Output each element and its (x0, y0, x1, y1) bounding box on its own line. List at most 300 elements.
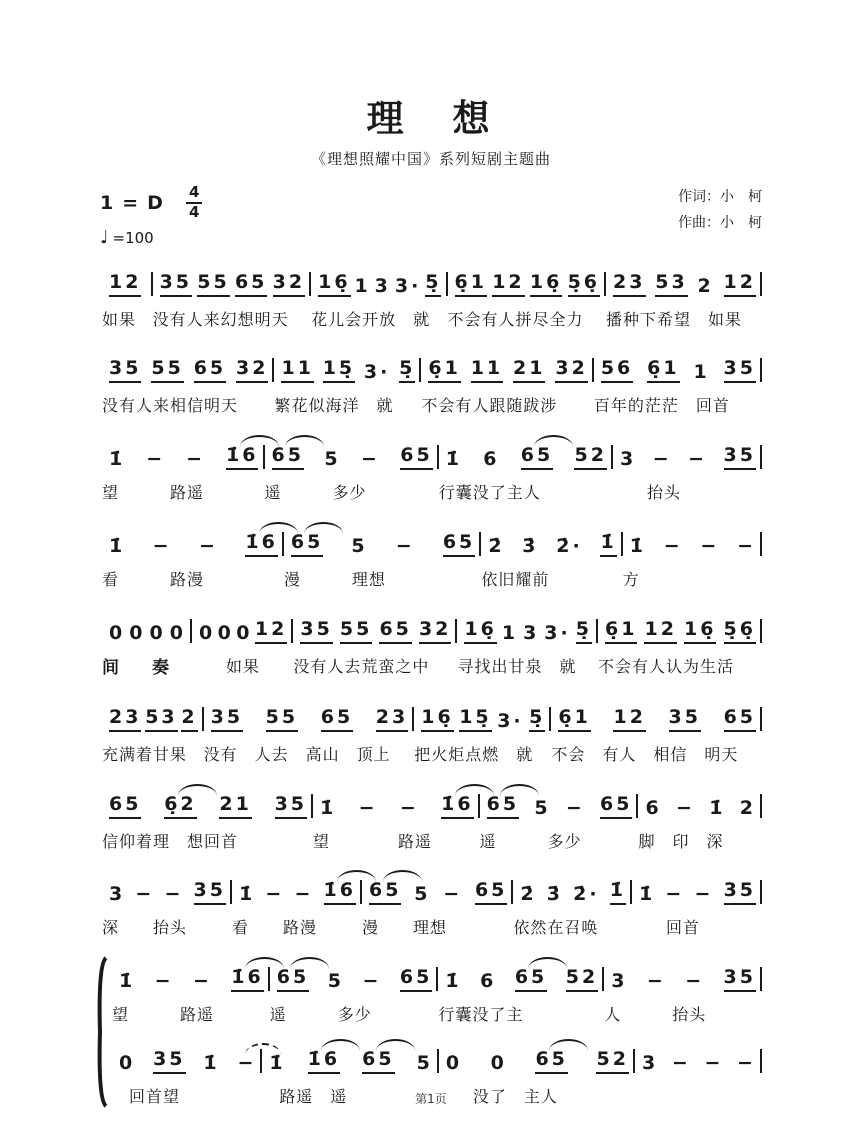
key-tempo-block (100, 185, 202, 247)
note-token: 1̇ (639, 883, 656, 906)
notes-row (438, 962, 602, 992)
note-token: 65 (291, 532, 323, 557)
measure (153, 267, 310, 331)
note-token: 5̣ (399, 358, 415, 383)
note-token: − (671, 1052, 691, 1075)
note-token: − (737, 1052, 756, 1075)
music-system (102, 267, 762, 331)
notes-row (414, 702, 549, 732)
note-token: 65 (379, 619, 411, 644)
note-token: 3̇ (522, 535, 539, 557)
barline (760, 1049, 762, 1073)
measure (232, 875, 360, 939)
note-token: 35 (109, 358, 141, 383)
note-token: 5̣ (529, 707, 545, 732)
note-token: 2 (739, 796, 756, 819)
measure (480, 789, 637, 853)
measure (635, 1044, 760, 1087)
measure (270, 962, 437, 1026)
music-system (102, 527, 762, 591)
barline (760, 532, 762, 556)
note-token: 3 (374, 274, 391, 297)
time-signature (186, 185, 202, 221)
lyric-line: 没有 人去 高山 顶上 (203, 744, 391, 764)
note-token: 1 (693, 361, 710, 384)
measure (513, 875, 630, 939)
barline (760, 880, 762, 904)
quarter-note-icon: ♩ (100, 226, 109, 248)
note-token: 1̇6 (231, 967, 263, 992)
measure (613, 440, 760, 504)
time-signature-denominator: 4 (188, 202, 200, 221)
note-token: 0 (109, 621, 126, 644)
note-token: − (676, 796, 695, 819)
note-token: 6̣1 (455, 272, 487, 297)
measure (421, 353, 591, 417)
note-token: 1̇ (269, 1052, 286, 1075)
note-token: 12 (644, 619, 676, 644)
lyric-line: 播种下希望 如果 (606, 309, 743, 329)
note-token: − (665, 883, 685, 906)
notes-row (594, 353, 760, 383)
notes-row (102, 702, 202, 732)
note-token: 1̇6 (226, 445, 258, 470)
note-token: − (395, 535, 415, 557)
measure (598, 614, 760, 678)
lyric-line: 没了 主人 (438, 1086, 558, 1106)
key-signature (100, 185, 202, 221)
note-token: 6̣1 (558, 707, 590, 732)
lyric-line: 抬头 (612, 483, 681, 503)
note-token: 1̇ (109, 448, 126, 471)
notes-row (448, 267, 605, 297)
note-token: 1̇ (239, 883, 256, 906)
lyric-line: 繁花似海洋 就 (274, 396, 394, 416)
measure (481, 527, 620, 591)
note-token: 21 (513, 358, 545, 383)
measure (606, 267, 760, 331)
note-token: 65 (487, 794, 519, 819)
song-subtitle: 《理想照耀中国》系列短剧主题曲 (310, 150, 551, 168)
lyric-line: 遥 多少 (269, 1005, 372, 1025)
measure (102, 875, 230, 939)
note-token: − (663, 535, 683, 557)
measure (448, 267, 605, 331)
measure (362, 875, 511, 939)
note-token: − (399, 796, 419, 819)
key-value: D (147, 191, 163, 214)
measure (192, 614, 291, 678)
note-token: 53 (655, 272, 687, 297)
note-token: 65 (194, 358, 226, 383)
notes-row (293, 614, 455, 644)
lyric-line: 行囊没了主 (438, 1005, 524, 1025)
slur-arc (304, 522, 343, 534)
measure (265, 440, 437, 504)
note-token: 5 (324, 448, 341, 471)
lyric-line: 方 (622, 569, 640, 589)
notes-row (362, 875, 511, 905)
notes-row (481, 527, 620, 557)
slur-arc (549, 1039, 588, 1051)
note-token: − (154, 970, 174, 993)
note-token: − (186, 448, 206, 471)
notes-row (112, 1044, 260, 1074)
note-token: 3 (641, 1052, 659, 1075)
note-token: 2 (181, 707, 197, 732)
note-token: 0 (129, 621, 146, 644)
score-header (100, 185, 762, 247)
time-signature-numerator: 4 (186, 185, 202, 204)
note-token: 32 (419, 619, 451, 644)
music-system (102, 702, 762, 766)
note-token: 1̇ (600, 532, 616, 557)
note-token: − (565, 796, 585, 819)
note-token: 5 (351, 535, 368, 557)
note-token: − (237, 1053, 256, 1074)
note-token: 52 (574, 445, 606, 470)
measure (457, 614, 596, 678)
note-token: 5̣6̣ (568, 272, 600, 297)
lyric-line: 依然在召唤 (513, 918, 599, 938)
note-token: 65 (400, 445, 432, 470)
note-token: 65 (362, 1049, 394, 1074)
tempo-value: =100 (112, 228, 154, 247)
note-token: 2 (697, 274, 714, 297)
note-token: 3 (523, 621, 540, 644)
note-token: − (199, 535, 218, 557)
notes-row (102, 614, 190, 644)
notes-row (598, 614, 760, 644)
lyric-line: 看 路漫 (232, 918, 318, 938)
note-token: − (652, 448, 672, 471)
composer-credit: 作曲：小 柯 (678, 214, 762, 231)
lyric-line: 望 路遥 (112, 1005, 215, 1025)
note-token: 35 (724, 358, 756, 383)
slur-arc (178, 784, 217, 796)
note-token: 53 (145, 707, 177, 732)
note-token: 65 (369, 880, 401, 905)
notes-row (262, 1044, 436, 1074)
note-token: 2̇· (573, 883, 600, 906)
note-token: 11 (471, 358, 503, 383)
measure (311, 267, 445, 331)
lyric-line: 看 路漫 (102, 569, 205, 589)
note-token: 16̣ (530, 272, 562, 297)
note-token: − (443, 883, 463, 906)
notes-row (102, 875, 230, 905)
note-token: − (685, 970, 705, 993)
note-token: 1̇ (445, 448, 462, 471)
notes-row (102, 353, 272, 383)
music-system (102, 440, 762, 504)
note-token: 3· (544, 621, 571, 644)
note-token: 65 (272, 445, 304, 470)
lyric-line: 没有人来相信明天 (102, 396, 239, 416)
note-token: 65 (277, 967, 309, 992)
page-footer: 第1页 (415, 1092, 447, 1106)
note-token: 3 (611, 970, 628, 993)
note-token: 11 (281, 358, 313, 383)
note-token: 1̇6 (324, 880, 356, 905)
notes-row (102, 789, 311, 819)
note-token: 6 (483, 448, 500, 471)
note-token: − (152, 535, 172, 557)
lyric-line: 没有人来幻想明天 (152, 309, 289, 329)
measure (102, 789, 311, 853)
measure (594, 353, 760, 417)
measure (632, 875, 760, 939)
note-token: 6 (480, 970, 497, 993)
note-token: 0 (169, 621, 186, 644)
note-token: 65 (600, 794, 632, 819)
main-systems (102, 267, 762, 940)
lyric-line: 花儿会开放 就 (311, 309, 431, 329)
slur-arc (383, 870, 422, 882)
note-token: 1̇ (119, 970, 136, 993)
note-token: 0 (199, 621, 216, 644)
slur-arc (528, 957, 567, 969)
barline (760, 445, 762, 469)
note-token: 65 (321, 707, 353, 732)
note-token: 12 (724, 272, 756, 297)
note-token: 32 (555, 358, 587, 383)
notes-row (192, 614, 291, 644)
note-token: 2̇ (520, 883, 537, 906)
note-token: − (135, 883, 155, 906)
note-token: 35 (724, 967, 756, 992)
note-token: 55 (197, 272, 229, 297)
lyric-line: 不会 有人 相信 明天 (551, 744, 739, 764)
note-token: 1̇ (629, 535, 646, 557)
tempo-marking (100, 226, 202, 248)
key-tonic: 1 (100, 191, 114, 214)
lyric-line: 把火炬点燃 就 (414, 744, 534, 764)
note-token: − (688, 448, 708, 471)
note-token: − (704, 1052, 724, 1075)
notes-row (513, 875, 630, 905)
note-token: 0 (217, 621, 234, 644)
note-token: 15̣ (323, 358, 355, 383)
note-token: 2̇ (488, 535, 505, 557)
lyric-line: 路遥 遥 (262, 1086, 348, 1106)
music-system (102, 875, 762, 939)
notes-row (204, 702, 413, 732)
score (102, 267, 762, 1108)
lyric-line: 漫 理想 (362, 918, 448, 938)
note-token: 1̇ (709, 796, 726, 819)
lyric-line: 遥 多少 (479, 831, 582, 851)
slur-arc (500, 784, 539, 796)
note-token: 1̇ (203, 1052, 220, 1075)
measure (284, 527, 479, 591)
note-token: 3 (619, 448, 637, 471)
note-token: 3· (363, 361, 391, 384)
note-token: 5̣ (425, 272, 441, 297)
measure (102, 267, 151, 331)
song-title: 理 想 (366, 96, 496, 140)
notes-row (232, 875, 360, 905)
note-token: 5̣6̣ (724, 619, 756, 644)
note-token: − (294, 883, 314, 906)
lyric-line: 间 奏 (102, 657, 177, 678)
note-token: 6̣1 (428, 358, 460, 383)
notes-row (274, 353, 419, 383)
lyric-line: 脚 印 深 (638, 831, 724, 851)
notes-row (102, 267, 151, 297)
lyric-line: 不会有人认为生活 (597, 656, 734, 676)
note-token: 6 (645, 796, 662, 819)
note-token: 1 (501, 621, 519, 644)
note-token: 1̇ (610, 880, 626, 905)
barline (760, 619, 762, 643)
lyric-line: 充满着甘果 (102, 744, 188, 764)
lyric-line: 如果 (102, 309, 137, 329)
notes-row (439, 1044, 633, 1074)
lyric-line: 望 路遥 (102, 483, 205, 503)
note-token: − (358, 796, 378, 819)
note-token: 35 (211, 707, 243, 732)
lyric-line: 没有人去荒蛮之中 (293, 656, 430, 676)
notes-row (153, 267, 310, 297)
note-token: 35 (669, 707, 701, 732)
notes-row (270, 962, 437, 992)
music-system (112, 962, 762, 1026)
music-system (102, 614, 762, 679)
note-token: 23 (109, 707, 141, 732)
credits-block (678, 185, 762, 237)
note-token: 5 (534, 796, 551, 819)
notes-row (313, 789, 478, 819)
note-token: 1̇6 (441, 794, 473, 819)
measure (102, 702, 202, 766)
note-token: − (694, 883, 714, 906)
notes-row (480, 789, 637, 819)
note-token: − (646, 970, 666, 993)
barline (760, 967, 762, 991)
note-token: 35 (300, 619, 332, 644)
lyric-line: 遥 多少 (264, 483, 367, 503)
note-token: 5̣ (576, 619, 592, 644)
note-token: 1̇6 (245, 532, 277, 557)
lyric-line: 信仰着理 想回首 (102, 831, 239, 851)
measure (439, 440, 611, 504)
notes-row (623, 527, 760, 557)
note-token: 1̇ (109, 535, 126, 557)
barline (760, 272, 762, 296)
measure (102, 614, 190, 679)
note-token: 65 (475, 880, 507, 905)
note-token: 16̣ (421, 707, 453, 732)
note-token: 21 (219, 794, 251, 819)
note-token: 0 (236, 621, 253, 644)
note-token: 55 (340, 619, 372, 644)
note-token: 16̣ (464, 619, 496, 644)
notes-row (604, 962, 760, 992)
note-token: − (265, 883, 285, 906)
lyric-line: 不会有人拼尽全力 (447, 309, 584, 329)
note-token: 35 (724, 880, 756, 905)
note-token: 32 (236, 358, 268, 383)
note-token: 6̣1 (605, 619, 637, 644)
note-token: 0 (149, 621, 166, 644)
notes-row (613, 440, 760, 470)
measure (623, 527, 760, 591)
notes-row (638, 789, 760, 819)
note-token: − (362, 970, 382, 993)
measure (102, 527, 282, 591)
note-token: 1̇ (320, 796, 337, 819)
notes-row (421, 353, 591, 383)
note-token: 65 (443, 532, 475, 557)
measure (102, 440, 263, 504)
lyric-line: 寻找出甘泉 就 (457, 656, 577, 676)
note-token: − (146, 448, 166, 471)
slur-arc (534, 435, 573, 447)
slur-arc (376, 1039, 415, 1051)
note-token: 3· (497, 709, 524, 732)
note-token: 5 (414, 883, 431, 906)
notes-row (632, 875, 760, 905)
note-token: 5 (416, 1052, 433, 1075)
note-token: 1̇ (445, 970, 462, 993)
note-token: 65 (535, 1049, 567, 1074)
measure (102, 353, 272, 417)
music-system (102, 353, 762, 417)
note-token: 35 (724, 445, 756, 470)
lyric-line: 回首望 (112, 1086, 181, 1106)
measure (112, 962, 268, 1026)
note-token: 35 (153, 1049, 185, 1074)
note-token: 16̣ (684, 619, 716, 644)
note-token: 55 (266, 707, 298, 732)
notes-row (439, 440, 611, 470)
note-token: 0 (119, 1052, 136, 1075)
note-token: 6̣1 (647, 358, 679, 383)
notes-row (102, 440, 263, 470)
measure (638, 789, 760, 853)
note-token: − (164, 883, 184, 906)
note-token: 32 (273, 272, 305, 297)
duet-bracket-glyph (94, 956, 108, 1108)
lyric-line: 行囊没了主人 (438, 483, 541, 503)
lyric-line: 不会有人跟随跋涉 (421, 396, 558, 416)
music-system (102, 789, 762, 853)
lyric-line: 人 抬头 (604, 1005, 707, 1025)
notes-row (635, 1044, 760, 1074)
note-token: 35 (160, 272, 192, 297)
note-token: 23 (376, 707, 408, 732)
note-token: − (192, 970, 212, 993)
measure (274, 353, 419, 417)
lyric-line: 如果 (192, 656, 261, 676)
barline (760, 358, 762, 382)
note-token: 1 (354, 274, 371, 297)
measure (204, 702, 413, 766)
measure (313, 789, 478, 853)
note-token: 0 (445, 1052, 463, 1075)
note-token: 12 (109, 272, 141, 297)
note-token: 6̣2 (164, 794, 196, 819)
note-token: − (360, 448, 380, 471)
lyric-line: 依旧耀前 (481, 569, 550, 589)
note-token: 65 (515, 967, 547, 992)
note-token: 55 (151, 358, 183, 383)
note-token: 12 (492, 272, 524, 297)
note-token: 3· (394, 274, 422, 297)
measure (293, 614, 455, 678)
lyric-line: 百年的茫茫 回首 (593, 396, 730, 416)
